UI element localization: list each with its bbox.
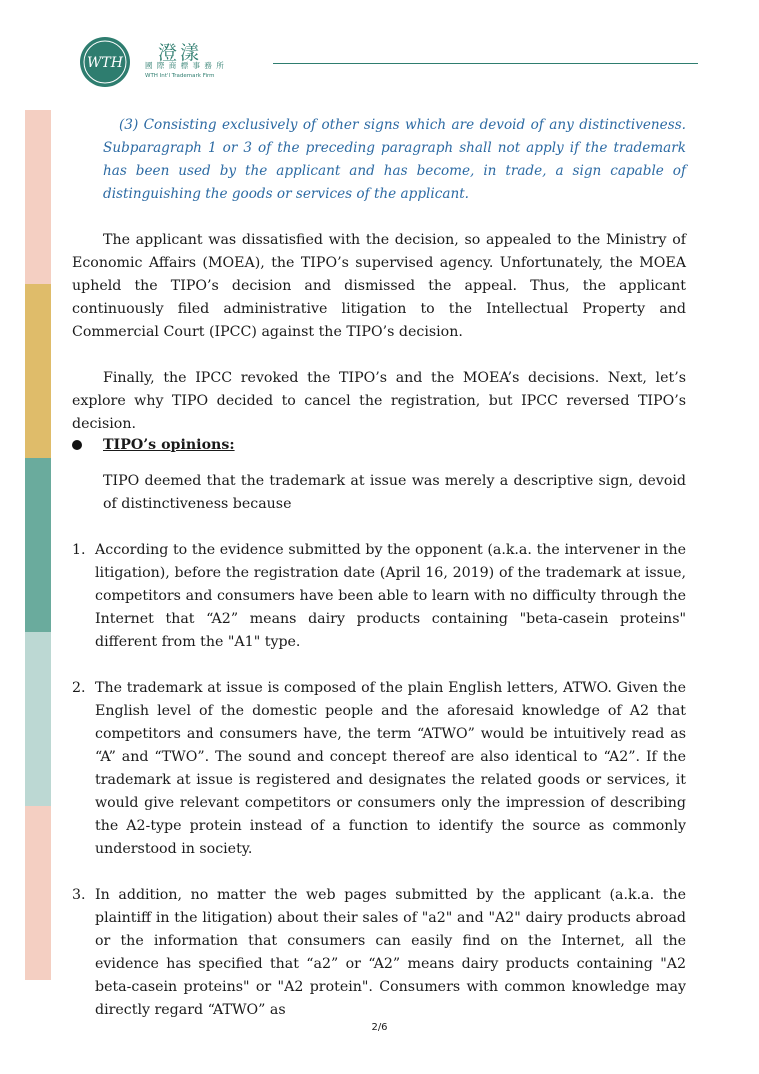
list-item: [72, 884, 686, 1022]
side-color-band: [25, 284, 51, 458]
list-item-text: The trademark at issue is composed of the plain English letters, ATWO. Given the English level of the domestic people and the aforesaid knowledge of A2 that competitors and consumers have, the term “ATWO” would be intuitively read as “A” and “TWO”. The sound and concept thereof are also identical to “A2”. If the trademark at issue is registered and designates the related goods or services, it would give relevant competitors or consumers only the impression of describing the A2-type protein instead of a function to identify the source as commonly understood in society.: [95, 680, 686, 857]
list-item-number: 3.: [72, 887, 86, 903]
brand-english-name: WTH Int'l Trademark Firm: [145, 73, 215, 79]
list-item-number: 1.: [72, 542, 86, 558]
firm-logo-icon: [79, 36, 131, 88]
body-paragraph: The applicant was dissatisfied with the decision, so appealed to the Ministry of Economic Affairs (MOEA), the TIPO’s supervised agency. Unfortunately, the MOEA upheld the TIPO’s decision and dismissed the appeal. Thus, the applicant continuously filed administrative litigation to the Intellectual Property and Commercial Court (IPCC) against the TIPO’s decision.: [72, 232, 686, 340]
section-heading: TIPO’s opinions:: [103, 437, 235, 453]
side-color-band: [25, 110, 51, 284]
brand-name: 澄漾: [158, 42, 203, 64]
brand-subtitle: 國 際 商 標 事 務 所: [145, 61, 225, 70]
list-item-number: 2.: [72, 680, 86, 696]
list-item-text: In addition, no matter the web pages submitted by the applicant (a.k.a. the plaintiff in the litigation) about their sales of "a2" and "A2" dairy products abroad or the information that consumers can easily find on the Internet, all the evidence has specified that “a2” or “A2” means dairy products containing "A2 beta-casein proteins" or "A2 protein". Consumers with common knowledge may directly regard “ATWO” as: [95, 887, 686, 1018]
header-divider: [273, 63, 698, 64]
body-paragraph: Finally, the IPCC revoked the TIPO’s and the MOEA’s decisions. Next, let’s explore why TIPO decided to cancel the registration, but IPCC reversed TIPO’s decision.: [72, 370, 686, 432]
bullet-icon: [72, 440, 82, 450]
side-color-band: [25, 806, 51, 980]
side-color-band: [25, 632, 51, 806]
quoted-law-text: (3) Consisting exclusively of other signs which are devoid of any distinctiveness. Subparagraph 1 or 3 of the preceding paragraph shall not apply if the trademark has been used by the applicant and has become, in trade, a sign capable of distinguishing the goods or services of the applicant.: [103, 117, 686, 202]
list-item: [72, 539, 686, 654]
section-intro: TIPO deemed that the trademark at issue was merely a descriptive sign, devoid of distinctiveness because: [103, 473, 686, 512]
list-item-text: According to the evidence submitted by the opponent (a.k.a. the intervener in the litigation), before the registration date (April 16, 2019) of the trademark at issue, competitors and consumers have been able to learn with no difficulty through the Internet that “A2” means dairy products containing "beta-casein proteins" different from the "A1" type.: [95, 542, 686, 650]
page-number: 2/6: [371, 1022, 388, 1033]
list-item: [72, 677, 686, 861]
logo-text: WTH: [87, 55, 123, 71]
side-color-band: [25, 458, 51, 632]
